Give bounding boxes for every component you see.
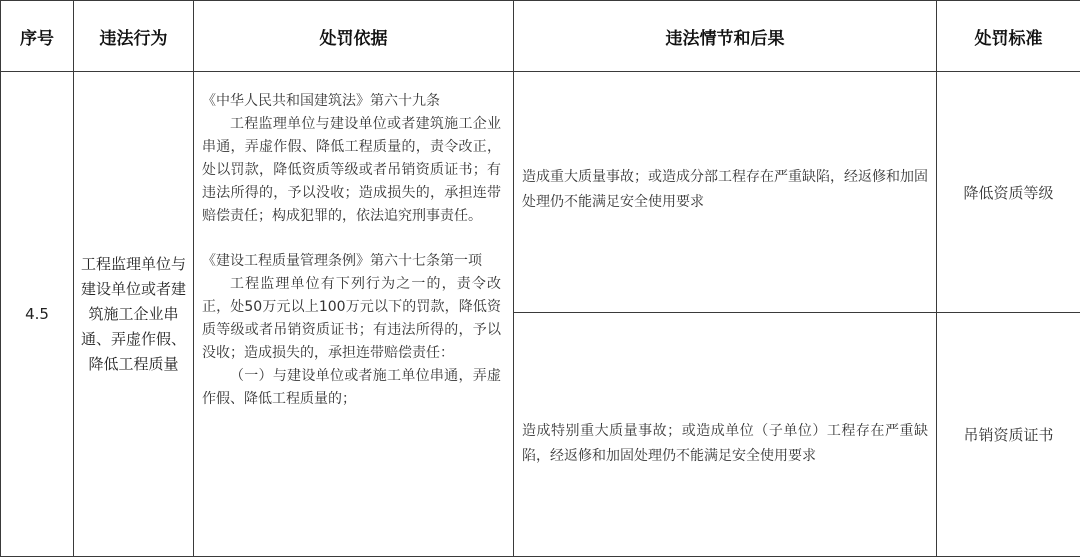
violation-act: 工程监理单位与建设单位或者建筑施工企业串通、弄虚作假、降低工程质量 xyxy=(74,72,194,557)
standard-1: 降低资质等级 xyxy=(937,72,1080,313)
consequence-2 xyxy=(514,313,937,557)
table-row xyxy=(1,72,1080,313)
standard-2: 吊销资质证书 xyxy=(937,313,1080,557)
basis2-item: （一）与建设单位或者施工单位串通，弄虚作假、降低工程质量的； xyxy=(202,368,501,407)
consequence-2-text: 造成特别重大质量事故；或造成单位（子单位）工程存在严重缺陷，经返修和加固处理仍不能满足安全使用要求 xyxy=(522,422,928,464)
basis2-title: 《建设工程质量管理条例》第六十七条第一项 xyxy=(202,253,482,269)
header-basis: 处罚依据 xyxy=(194,1,514,72)
consequence-1 xyxy=(514,72,937,313)
penalty-basis-cell xyxy=(194,72,514,557)
header-no: 序号 xyxy=(1,1,74,72)
header-standard: 处罚标准 xyxy=(937,1,1080,72)
consequence-1-text: 造成重大质量事故；或造成分部工程存在严重缺陷，经返修和加固处理仍不能满足安全使用要求 xyxy=(522,169,928,210)
basis2-body: 工程监理单位有下列行为之一的，责令改正，处50万元以上100万元以下的罚款，降低资质等级或者吊销资质证书；有违法所得的，予以没收；造成损失的，承担连带赔偿责任： xyxy=(202,276,501,361)
basis1-body: 工程监理单位与建设单位或者建筑施工企业串通，弄虚作假、降低工程质量的，责令改正，处以罚款，降低资质等级或者吊销资质证书；有违法所得的，予以没收；造成损失的，承担连带赔偿责任；构成犯罪的，依法追究刑事责任。 xyxy=(202,116,501,224)
basis1-title: 《中华人民共和国建筑法》第六十九条 xyxy=(202,93,440,109)
row-number: 4.5 xyxy=(1,72,74,557)
header-consequence: 违法情节和后果 xyxy=(514,1,937,72)
header-act: 违法行为 xyxy=(74,1,194,72)
header-row xyxy=(1,1,1080,72)
